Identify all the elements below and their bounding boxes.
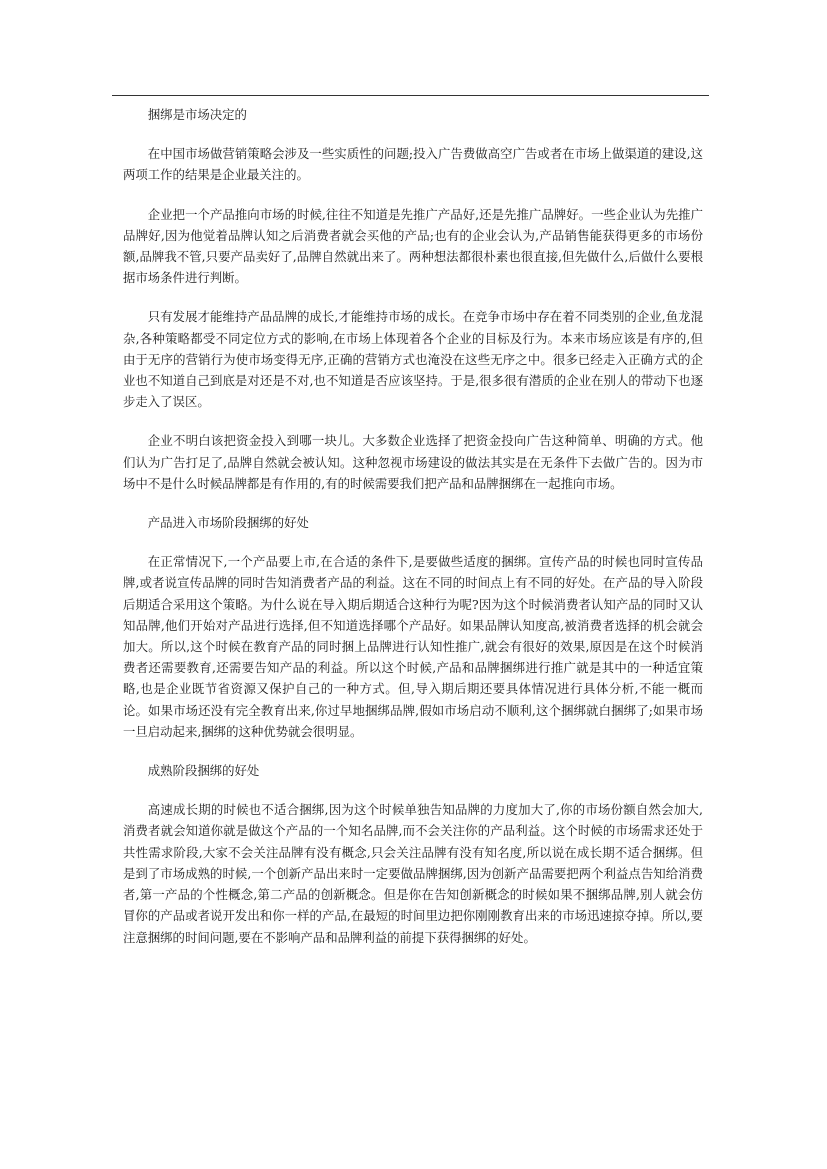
paragraph: 只有发展才能维持产品品牌的成长,才能维持市场的成长。在竞争市场中存在着不同类别的企业,鱼龙混杂,各种策略都受不同定位方式的影响,在市场上体现着各个企业的目标及行为。本来市场应该是有序的,但由于无序的营销行为使市场变得无序,正确的营销方式也淹没在这些无序之中。很多已经走入正确方式的企业也不知道自己到底是对还是不对,也不知道是否应该坚持。于是,很多很有潜质的企业在别人的带动下也逐步走入了误区。: [123, 309, 703, 410]
section-heading: 产品进入市场阶段捆绑的好处: [147, 515, 309, 531]
paragraph: 高速成长期的时候也不适合捆绑,因为这个时候单独告知品牌的力度加大了,你的市场份额自然会加大,消费者就会知道你就是做这个产品的一个知名品牌,而不会关注你的产品利益。这个时候的市场需求还处于共性需求阶段,大家不会关注品牌有没有概念,只会关注品牌有没有知名度,所以说在成长期不适合捆绑。但是到了市场成熟的时候,一个创新产品出来时一定要做品牌捆绑,因为创新产品需要把两个利益点告知给消费者,第一产品的个性概念,第二产品的创新概念。但是你在告知创新概念的时候如果不捆绑品牌,别人就会仿冒你的产品或者说开发出和你一样的产品,在最短的时间里边把你刚刚教育出来的市场迅速掠夺掉。所以,要注意捆绑的时间问题,要在不影响产品和品牌利益的前提下获得捆绑的好处。: [123, 802, 703, 945]
paragraph: 企业把一个产品推向市场的时候,往往不知道是先推广产品好,还是先推广品牌好。一些企业认为先推广品牌好,因为他觉着品牌认知之后消费者就会买他的产品;也有的企业会认为,产品销售能获得更多的市场份额,品牌我不管,只要产品卖好了,品牌自然就出来了。两种想法都很朴素也很直接,但先做什么,后做什么要根据市场条件进行判断。: [123, 206, 703, 286]
article-body: [123, 104, 703, 966]
header-rule: [112, 95, 709, 96]
article-title: 捆绑是市场决定的: [147, 107, 247, 122]
paragraph: 企业不明白该把资金投入到哪一块儿。大多数企业选择了把资金投向广告这种简单、明确的方式。他们认为广告打足了,品牌自然就会被认知。这种忽视市场建设的做法其实是在无条件下去做广告的。因为市场中不是什么时候品牌都是有作用的,有的时候需要我们把产品和品牌捆绑在一起推向市场。: [123, 433, 703, 491]
paragraph: 在中国市场做营销策略会涉及一些实质性的问题;投入广告费做高空广告或者在市场上做渠道的建设,这两项工作的结果是企业最关注的。: [123, 146, 703, 183]
paragraph: 在正常情况下,一个产品要上市,在合适的条件下,是要做些适度的捆绑。宣传产品的时候也同时宣传品牌,或者说宣传品牌的同时告知消费者产品的利益。这在不同的时间点上有不同的好处。在产品的导入阶段后期适合采用这个策略。为什么说在导入期后期适合这种行为呢?因为这个时候消费者认知产品的同时又认知品牌,他们开始对产品进行选择,但不知道选择哪个产品好。如果品牌认知度高,被消费者选择的机会就会加大。所以,这个时候在教育产品的同时捆上品牌进行认知性推广,就会有很好的效果,原因是在这个时候消费者还需要教育,还需要告知产品的利益。所以这个时候,产品和品牌捆绑进行推广就是其中的一种适宜策略,也是企业既节省资源又保护自己的一种方式。但,导入期后期还要具体情况进行具体分析,不能一概而论。如果市场还没有完全教育出来,你过早地捆绑品牌,假如市场启动不顺利,这个捆绑就白捆绑了;如果市场一旦启动起来,捆绑的这种优势就会很明显。: [123, 554, 703, 739]
section-heading: 成熟阶段捆绑的好处: [147, 763, 260, 779]
